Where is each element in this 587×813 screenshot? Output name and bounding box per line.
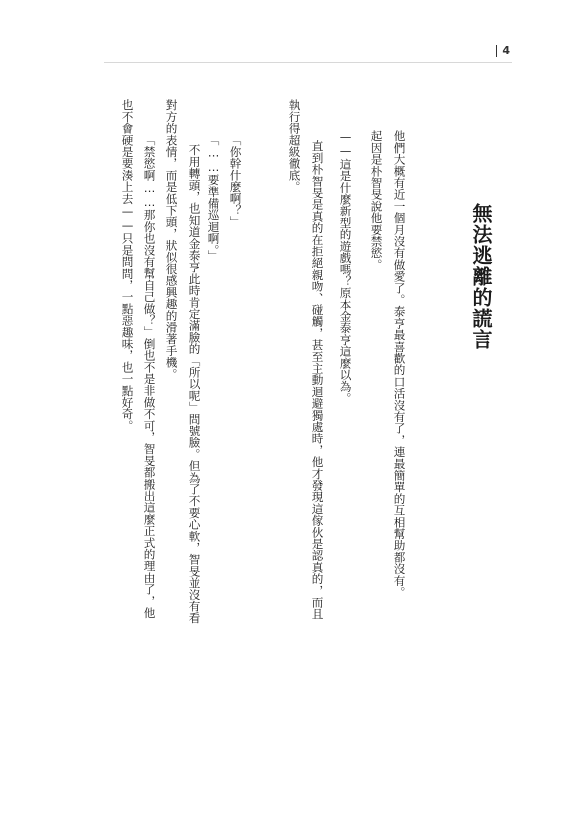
page-number: 4 xyxy=(502,44,510,57)
text-line-6: 「你幹什麼啊？」 xyxy=(228,134,243,228)
header-rule xyxy=(104,62,512,63)
text-line-4: 直到朴智旻是真的在拒絕親吻、碰觸，甚至主動迴避獨處時，他才發現這傢伙是認真的，而且 xyxy=(310,140,325,620)
text-line-5: 執行得超級徹底。 xyxy=(287,99,302,193)
text-line-8: 不用轉頭，也知道金泰亨此時肯定滿臉的「所以呢」問號臉。但為了不要心軟，智旻並沒有看 xyxy=(187,144,202,624)
text-line-2: 起因是朴智旻說他要禁慾。 xyxy=(369,130,384,271)
text-line-10: 「禁慾啊……那你也沒有幫自己做？」倒也不是非做不可，智旻都搬出這麼正式的理由了，他 xyxy=(142,134,157,619)
text-line-9: 對方的表情，而是低下頭，狀似很感興趣的滑著手機。 xyxy=(164,99,179,380)
text-line-11: 也不會硬是要湊上去——只是問問，一點惡趣味，也一點好奇。 xyxy=(120,99,135,432)
page-number-box xyxy=(496,44,510,57)
text-line-7: 「……要準備巡迴啊。」 xyxy=(206,134,221,262)
text-line-3: ——這是什麼新型的遊戲嗎？原本金泰亨這麼以為。 xyxy=(338,130,353,404)
chapter-title: 無法逃離的謊言 xyxy=(469,203,493,350)
page-number-bar xyxy=(496,45,498,57)
text-line-1: 他們大概有近一個月沒有做愛了。泰亨最喜歡的口活沒有了，連最簡單的互相幫助都沒有。 xyxy=(392,130,407,598)
